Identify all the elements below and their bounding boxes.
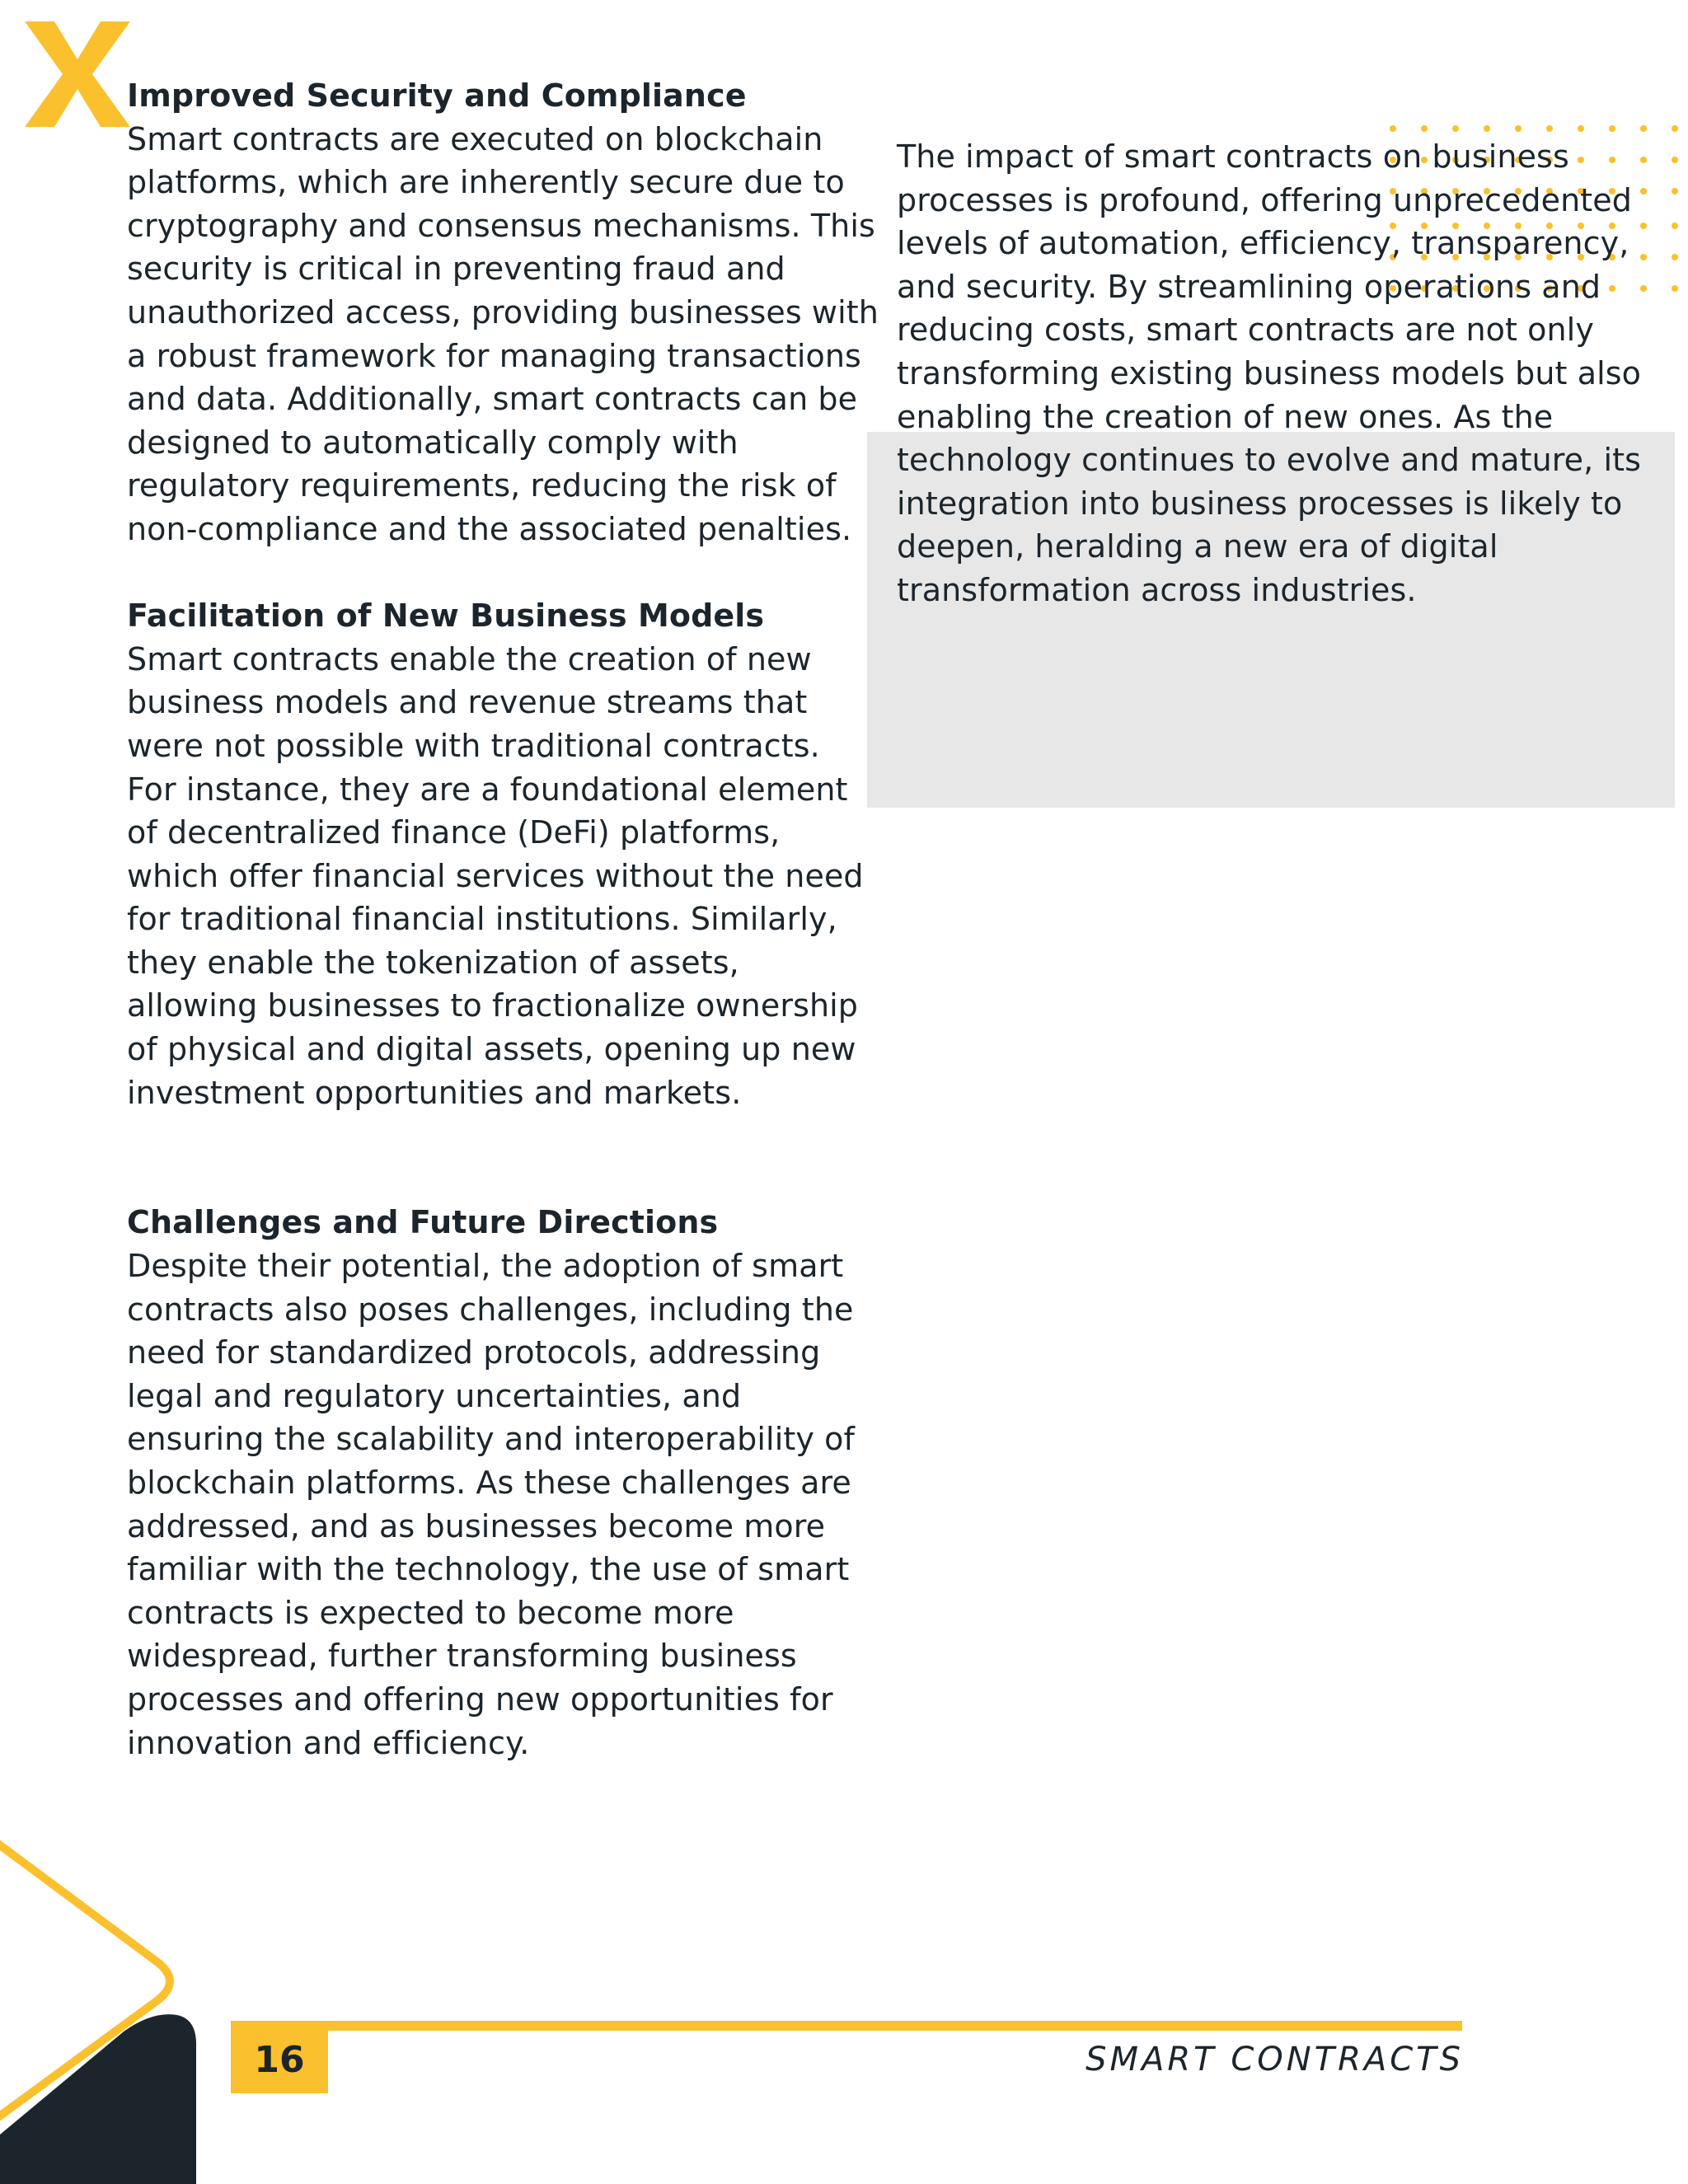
body-line: blockchain platforms. As these challenges are	[127, 1465, 851, 1501]
dark-corner-shape	[0, 2011, 214, 2184]
body-line: of decentralized finance (DeFi) platforms,	[127, 814, 781, 851]
body-line: addressed, and as businesses become more	[127, 1507, 826, 1544]
body-line: allowing businesses to fractionalize ownership	[127, 987, 859, 1024]
body-line: Smart contracts are executed on blockchain	[127, 120, 823, 157]
body-line: designed to automatically comply with	[127, 424, 738, 461]
body-line: transforming existing business models but also	[897, 354, 1641, 391]
body-line: Despite their potential, the adoption of smart	[127, 1248, 844, 1285]
decorative-dot	[1609, 125, 1615, 132]
decorative-dot	[1672, 125, 1678, 132]
body-line: and data. Additionally, smart contracts can be	[127, 381, 858, 418]
decorative-dot	[1672, 285, 1678, 292]
body-line: contracts is expected to become more	[127, 1594, 734, 1631]
body-line: transformation across industries.	[897, 571, 1417, 608]
body-line: deepen, heralding a new era of digital	[897, 528, 1498, 565]
body-line: enabling the creation of new ones. As the	[897, 398, 1554, 435]
decorative-dot	[1421, 125, 1428, 132]
body-line: processes is profound, offering unprecedented	[897, 181, 1633, 218]
section-business-models	[127, 594, 869, 1114]
body-line: integration into business processes is likely to	[897, 485, 1623, 522]
body-line: widespread, further transforming business	[127, 1638, 797, 1675]
decorative-dot	[1484, 125, 1490, 132]
left-column	[127, 74, 879, 1765]
body-line: business models and revenue streams that	[127, 684, 808, 721]
body-line: platforms, which are inherently secure due to	[127, 164, 845, 201]
decorative-dot	[1672, 188, 1678, 194]
body-line: for traditional financial institutions. Similarly,	[127, 901, 837, 938]
body-line: contracts also poses challenges, including the	[127, 1291, 854, 1328]
decorative-dot	[1390, 125, 1396, 132]
footer-rule	[231, 2021, 1462, 2031]
page-number: 16	[231, 2027, 328, 2093]
body-line: a robust framework for managing transactions	[127, 337, 861, 374]
body-line: which offer financial services without the need	[127, 857, 864, 894]
body-line: technology continues to evolve and mature, its	[897, 442, 1642, 479]
section-heading: Improved Security and Compliance	[127, 77, 747, 114]
body-line: legal and regulatory uncertainties, and	[127, 1377, 742, 1414]
decorative-dot	[1672, 223, 1678, 229]
decorative-dot	[1452, 125, 1459, 132]
body-line: were not possible with traditional contracts.	[127, 727, 820, 764]
body-line: and security. By streamlining operations and	[897, 268, 1601, 305]
body-line: of physical and digital assets, opening up new	[127, 1031, 856, 1068]
body-line: familiar with the technology, the use of smart	[127, 1551, 850, 1588]
section-security	[127, 74, 879, 551]
body-line: they enable the tokenization of assets,	[127, 944, 739, 981]
body-line: unauthorized access, providing businesses with	[127, 293, 879, 330]
body-line: levels of automation, efficiency, transparency,	[897, 225, 1629, 262]
body-line: reducing costs, smart contracts are not only	[897, 312, 1594, 349]
decorative-dot	[1515, 125, 1522, 132]
body-line: ensuring the scalability and interoperability of	[127, 1421, 855, 1458]
body-line: The impact of smart contracts on business	[897, 138, 1569, 175]
body-line: Smart contracts enable the creation of new	[127, 640, 812, 677]
decorative-dot	[1672, 254, 1678, 260]
section-heading: Challenges and Future Directions	[127, 1204, 719, 1241]
body-line: innovation and efficiency.	[127, 1724, 530, 1761]
body-line: cryptography and consensus mechanisms. This	[127, 207, 875, 244]
body-line: regulatory requirements, reducing the risk of	[127, 467, 837, 504]
decorative-dot	[1578, 125, 1584, 132]
conclusion-column	[897, 135, 1655, 612]
section-heading: Facilitation of New Business Models	[127, 598, 765, 635]
body-line: processes and offering new opportunities for	[127, 1680, 833, 1718]
body-line: security is critical in preventing fraud and	[127, 251, 785, 288]
decorative-dot	[1640, 125, 1647, 132]
decorative-dot	[1546, 125, 1553, 132]
body-line: For instance, they are a foundational element	[127, 771, 848, 808]
body-line: non-compliance and the associated penalties.	[127, 510, 852, 547]
body-line: investment opportunities and markets.	[127, 1074, 742, 1111]
section-challenges	[127, 1201, 869, 1765]
x-logo-icon	[25, 21, 130, 127]
body-line: need for standardized protocols, addressing	[127, 1334, 821, 1371]
decorative-dot	[1672, 157, 1678, 163]
footer-title: SMART CONTRACTS	[1085, 2041, 1464, 2079]
